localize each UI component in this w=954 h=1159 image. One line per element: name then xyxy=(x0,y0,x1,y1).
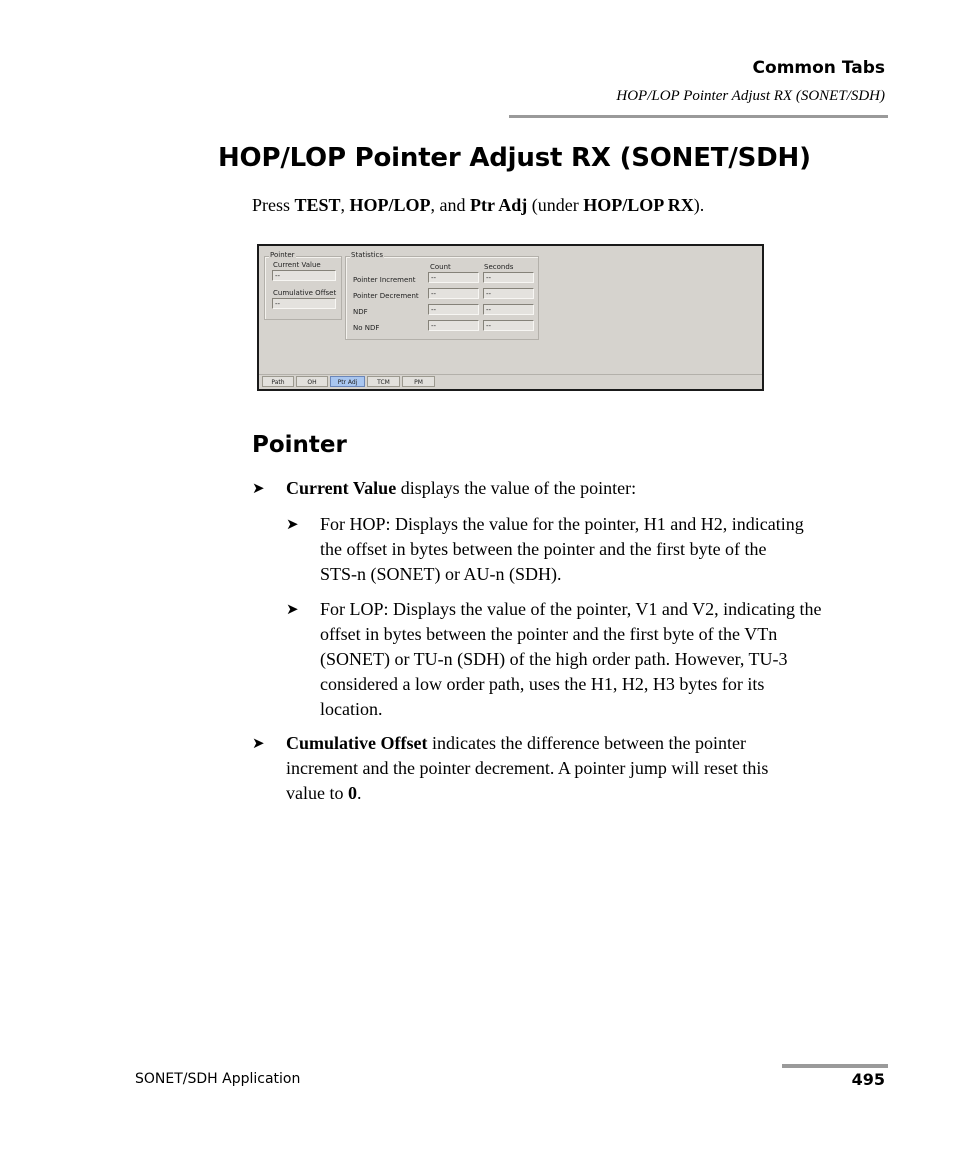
intro-sep1: , xyxy=(340,195,350,215)
stat-count-field[interactable]: -- xyxy=(428,288,479,299)
sub-bullet-lop xyxy=(320,597,822,722)
bullet-text: displays the value of the pointer: xyxy=(396,478,637,498)
stat-row-label: NDF xyxy=(353,308,368,316)
text-line: the offset in bytes between the pointer and the first byte of the xyxy=(320,539,767,559)
bullet-arrow-icon: ➤ xyxy=(252,734,265,752)
text-line: considered a low order path, uses the H1, H2, H3 bytes for its xyxy=(320,674,765,694)
sub-bullet-arrow-icon: ➤ xyxy=(286,600,299,618)
running-header-subtitle: HOP/LOP Pointer Adjust RX (SONET/SDH) xyxy=(616,88,885,104)
sub-bullet-arrow-icon: ➤ xyxy=(286,515,299,533)
tab-bar xyxy=(259,374,762,389)
bullet-cumulative-offset xyxy=(286,731,768,806)
intro-close: ). xyxy=(693,195,705,215)
tab-ptr-adj[interactable]: Ptr Adj xyxy=(330,376,365,387)
intro-sep2: , and xyxy=(430,195,471,215)
bullet-bold: Cumulative Offset xyxy=(286,733,428,753)
footer-rule xyxy=(782,1064,888,1068)
text-line: For HOP: Displays the value for the pointer, H1 and H2, indicating xyxy=(320,514,804,534)
running-header-title: Common Tabs xyxy=(752,58,885,78)
stat-count-field[interactable]: -- xyxy=(428,320,479,331)
intro-hoploprx: HOP/LOP RX xyxy=(583,195,694,215)
intro-test: TEST xyxy=(294,195,341,215)
tab-path[interactable]: Path xyxy=(262,376,294,387)
bullet-bold: 0 xyxy=(347,783,357,803)
stat-count-field[interactable]: -- xyxy=(428,304,479,315)
text-line xyxy=(286,731,768,756)
cumulative-offset-field[interactable]: -- xyxy=(272,298,336,309)
tab-tcm[interactable]: TCM xyxy=(367,376,400,387)
header-rule xyxy=(509,115,888,118)
current-value-label: Current Value xyxy=(273,261,321,269)
stat-seconds-field[interactable]: -- xyxy=(483,304,534,315)
footer-section-name: SONET/SDH Application xyxy=(135,1071,301,1087)
col-seconds-header: Seconds xyxy=(484,263,514,271)
intro-press: Press xyxy=(252,195,295,215)
pointer-group xyxy=(264,251,342,320)
intro-ptradj: Ptr Adj xyxy=(470,195,528,215)
stat-count-field[interactable]: -- xyxy=(428,272,479,283)
section-title-pointer: Pointer xyxy=(252,432,347,458)
col-count-header: Count xyxy=(430,263,451,271)
stat-seconds-field[interactable]: -- xyxy=(483,288,534,299)
text-line xyxy=(286,781,768,806)
stat-row-label: Pointer Increment xyxy=(353,276,416,284)
stat-seconds-field[interactable]: -- xyxy=(483,320,534,331)
bullet-text: value to xyxy=(286,783,348,803)
bullet-text: . xyxy=(356,783,362,803)
bullet-bold: Current Value xyxy=(286,478,397,498)
current-value-field[interactable]: -- xyxy=(272,270,336,281)
text-line: For LOP: Displays the value of the pointer, V1 and V2, indicating the xyxy=(320,599,822,619)
page-title: HOP/LOP Pointer Adjust RX (SONET/SDH) xyxy=(218,143,811,173)
intro-under: (under xyxy=(527,195,584,215)
statistics-group-label: Statistics xyxy=(351,251,383,259)
stat-seconds-field[interactable]: -- xyxy=(483,272,534,283)
cumulative-offset-label: Cumulative Offset xyxy=(273,289,337,297)
tab-pm[interactable]: PM xyxy=(402,376,435,387)
text-line: (SONET) or TU-n (SDH) of the high order path. However, TU-3 xyxy=(320,649,788,669)
intro-hoplop: HOP/LOP xyxy=(349,195,431,215)
pointer-group-label: Pointer xyxy=(270,251,295,259)
statistics-group xyxy=(345,251,539,340)
stat-row-label: No NDF xyxy=(353,324,380,332)
stat-row-label: Pointer Decrement xyxy=(353,292,419,300)
bullet-current-value xyxy=(286,476,636,501)
text-line: STS-n (SONET) or AU-n (SDH). xyxy=(320,564,562,584)
intro-paragraph xyxy=(252,195,704,216)
sub-bullet-hop xyxy=(320,512,804,587)
bullet-text: indicates the difference between the pointer xyxy=(427,733,747,753)
text-line: offset in bytes between the pointer and the first byte of the VTn xyxy=(320,624,778,644)
ptr-adj-screenshot xyxy=(257,244,764,391)
text-line: location. xyxy=(320,699,383,719)
text-line: increment and the pointer decrement. A pointer jump will reset this xyxy=(286,758,769,778)
tab-oh[interactable]: OH xyxy=(296,376,328,387)
bullet-arrow-icon: ➤ xyxy=(252,479,265,497)
page-number: 495 xyxy=(851,1070,885,1089)
